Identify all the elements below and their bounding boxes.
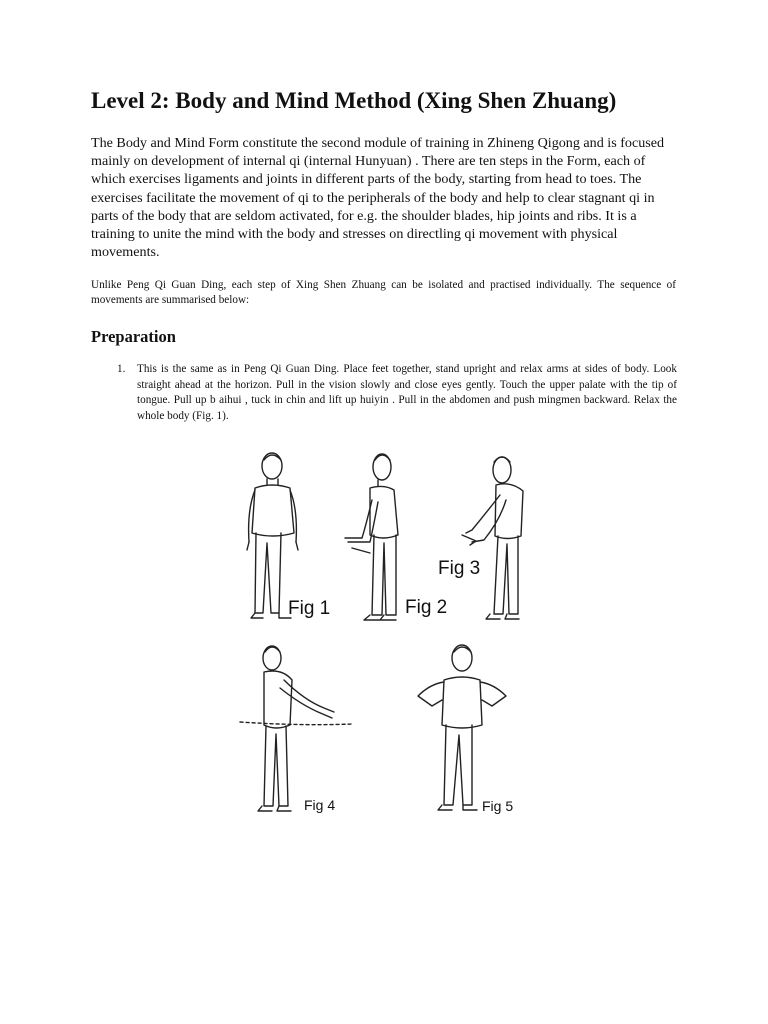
figure-5-drawing <box>418 645 506 810</box>
figure-4-drawing <box>240 646 352 811</box>
steps-list <box>117 362 677 425</box>
figure-1-drawing <box>247 453 298 618</box>
intro-paragraph: The Body and Mind Form constitute the second module of training in Zhineng Qigong and is focused mainly on development of internal qi (internal Hunyuan) . There are ten steps in the Form, each of which exercises ligaments and joints in different parts of the body, starting from head to toes. The exercises facilitate the movement of qi to the peripherals of the body and help to clear stagnant qi in parts of the body that are seldom activated, for e.g. the shoulder blades, hip joints and ribs. It is a training to unite the mind with the body and stresses on directling qi movement with physical movements. <box>91 135 665 261</box>
figures-illustration <box>200 440 570 830</box>
list-item <box>117 362 677 425</box>
fig-4-label: Fig 4 <box>304 797 336 813</box>
step-text: This is the same as in Peng Qi Guan Ding. Place feet together, stand upright and relax arms at sides of body. Look straight ahead at the horizon. Pull in the vision slowly and close eyes gently. Touch the upper palate with the tip of tongue. Pull up b aihui , tuck in chin and lift up huiyin . Pull in the abdomen and push mingmen backward. Relax the whole body (Fig. 1). <box>137 363 677 423</box>
note-paragraph: Unlike Peng Qi Guan Ding, each step of Xing Shen Zhuang can be isolated and practised individually. The sequence of movements are summarised below: <box>91 279 676 306</box>
fig-3-label: Fig 3 <box>438 558 481 579</box>
section-heading: Preparation <box>91 327 176 346</box>
fig-2-label: Fig 2 <box>405 597 448 618</box>
figure-2-drawing <box>345 454 398 620</box>
figure-3-drawing <box>462 457 523 619</box>
fig-5-label: Fig 5 <box>482 798 514 814</box>
fig-1-label: Fig 1 <box>288 598 331 619</box>
step-number: 1. <box>117 363 126 375</box>
page-title: Level 2: Body and Mind Method (Xing Shen Zhuang) <box>91 88 617 113</box>
